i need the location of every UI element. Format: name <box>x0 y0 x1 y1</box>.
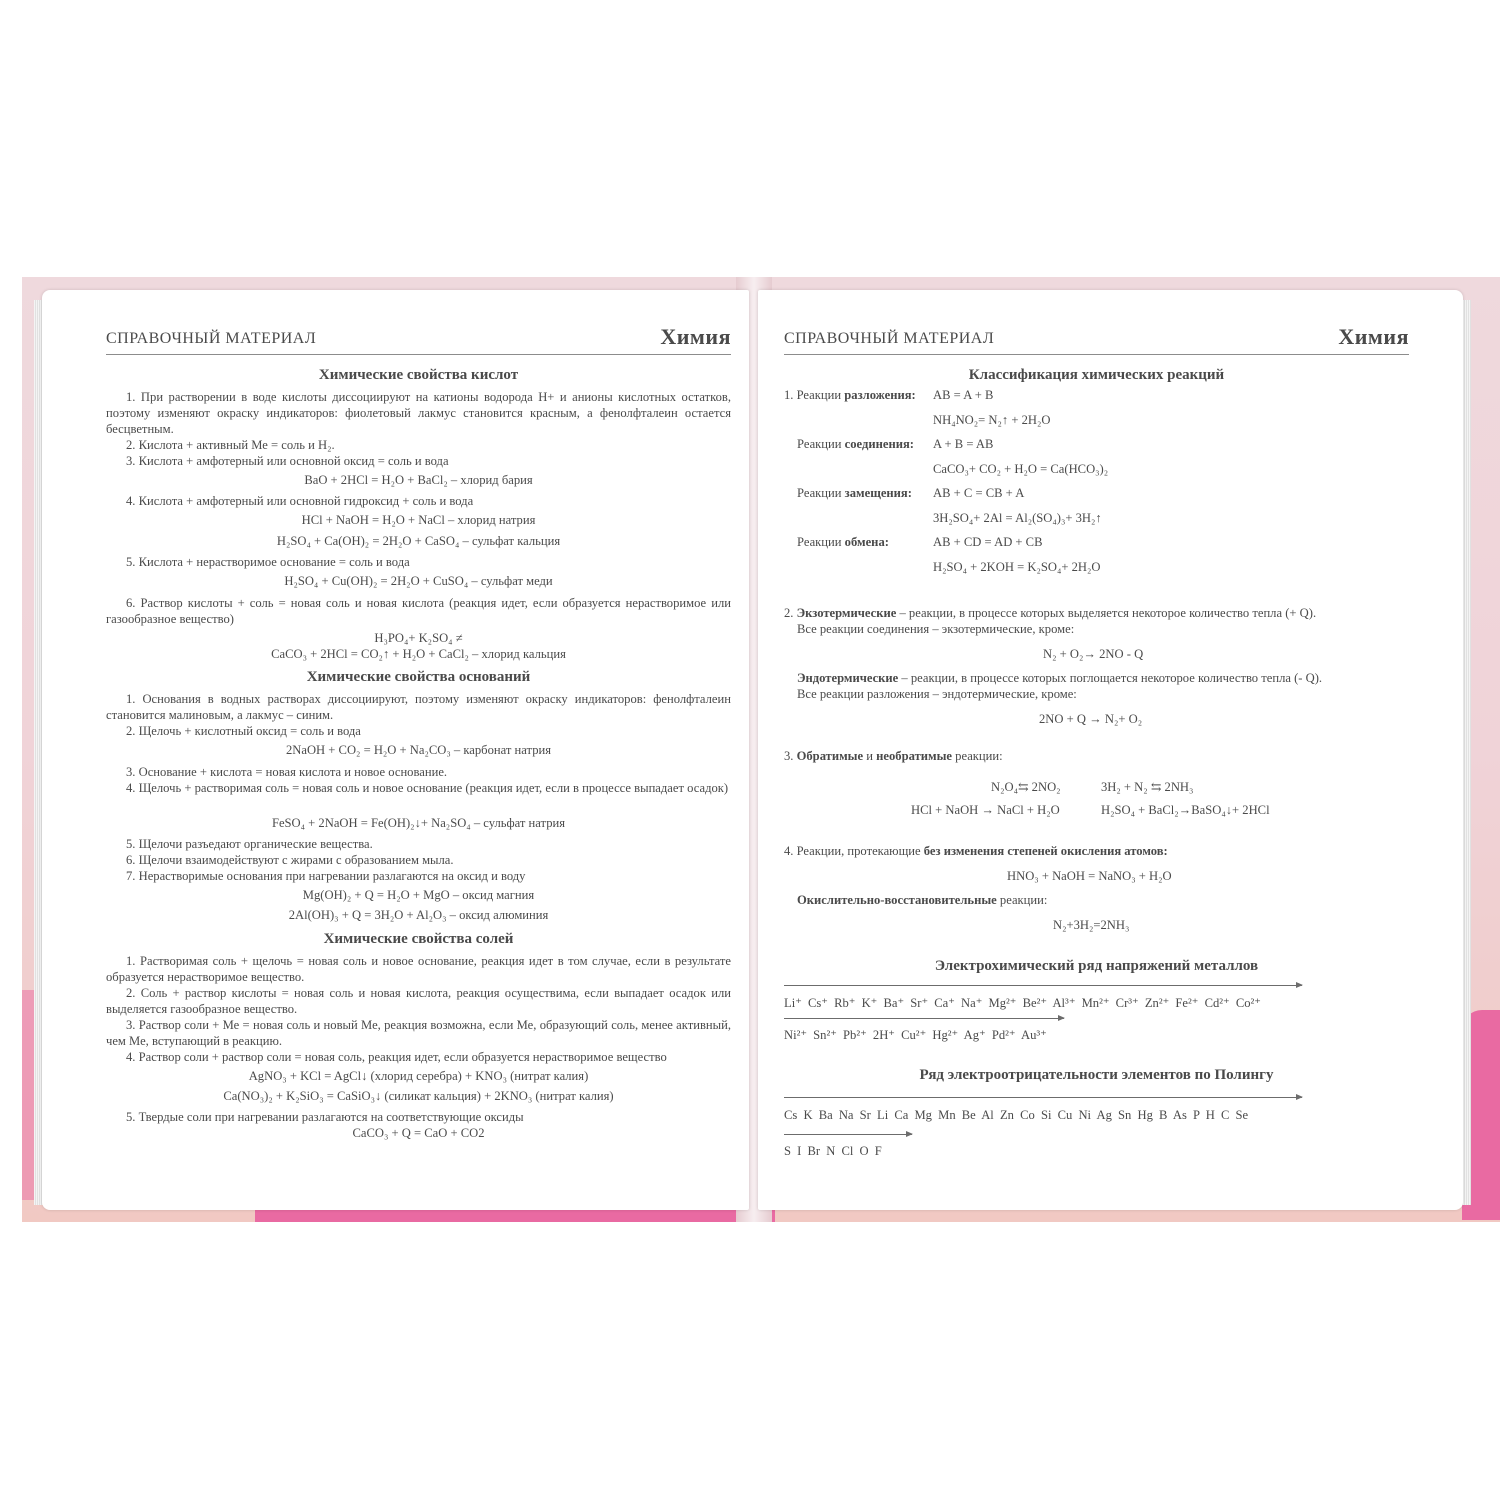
combination-formula: CaCO₃+ CO₂ + H₂O = Ca(HCO₃)₂ <box>933 462 1109 476</box>
acids-p1: 1. При растворении в воде кислоты диссоциируют на катионы водорода H+ и анионы кислотных остатков, поэтому изменяют окраску индикаторов: фиолетовый лакмус становится красным, а фенолфталеин остается бесцветным. <box>106 390 731 436</box>
no-oxidation-formula: HNO₃ + NaOH = NaNO₃ + H₂O <box>1007 869 1172 883</box>
acids-formula-1: BaO + 2HCl = H₂O + BaCl₂ – хлорид бария <box>304 473 533 487</box>
reversible-term: Обратимые <box>796 749 864 763</box>
item-number: 3. <box>784 749 797 763</box>
endothermic-definition: – реакции, в процессе которых поглощается некоторое количество тепла (- Q). <box>898 671 1323 685</box>
bases-p6: 6. Щелочи взаимодействуют с жирами с образованием мыла. <box>126 853 454 867</box>
bases-formula-4: 2Al(OH)₃ + Q = 3H₂O + Al₂O₃ – оксид алюминия <box>288 908 549 922</box>
salts-p5: 5. Твердые соли при нагревании разлагаются на соответствующие оксиды <box>126 1110 524 1124</box>
heading-bold: без изменения степеней окисления атомов: <box>923 844 1168 858</box>
substitution-label <box>797 486 912 501</box>
redox-formula: N₂+3H₂=2NH₃ <box>1053 918 1130 932</box>
acids-p4: 4. Кислота + амфотерный или основной гидроксид + соль и вода <box>126 494 474 508</box>
combination-eq: A + B = AB <box>933 437 994 451</box>
decomposition-label <box>784 388 916 403</box>
acids-p6: 6. Раствор кислоты + соль = новая соль и новая кислота (реакция идет, если образуется нерастворимое или газообразное вещество) <box>106 596 731 626</box>
substitution-eq: AB + C = CB + A <box>933 486 1025 500</box>
acids-title: Химические свойства кислот <box>318 367 519 383</box>
label-bold: разложения: <box>844 388 916 402</box>
reversible-formula-1: N₂O₄⇆ 2NO₂ <box>991 780 1061 794</box>
bases-p7: 7. Нерастворимые основания при нагревании разлагаются на оксид и воду <box>126 869 526 883</box>
reversible-heading <box>784 749 1003 764</box>
substitution-formula: 3H₂SO₄+ 2Al = Al₂(SO₄)₃+ 3H₂↑ <box>933 511 1102 525</box>
redox-heading <box>797 893 1047 908</box>
irreversible-formula-1: HCl + NaOH → NaCl + H₂O <box>911 803 1060 817</box>
salts-formula-3: CaCO₃ + Q = CaO + CO2 <box>352 1126 485 1140</box>
metals-arrow-1 <box>784 985 1302 986</box>
endothermic-note: Все реакции разложения – эндотермические, кроме: <box>797 687 1077 701</box>
label-bold: обмена: <box>844 535 889 549</box>
acids-p5: 5. Кислота + нерастворимое основание = соль и вода <box>126 555 410 569</box>
label-prefix: Реакции <box>797 535 845 549</box>
pauling-row-1: Cs K Ba Na Sr Li Ca Mg Mn Be Al Zn Co Si Cu Ni Ag Sn Hg B As P H C Se <box>784 1108 1249 1122</box>
salts-p1: 1. Растворимая соль + щелочь = новая соль и новое основание, реакция идет в том случае, если в результате образуется нерастворимое вещество. <box>106 954 731 984</box>
salts-p4: 4. Раствор соли + раствор соли = новая соль, реакция идет, если образуется нерастворимое вещество <box>126 1050 667 1064</box>
acids-formula-3: H₂SO₄ + Ca(OH)₂ = 2H₂O + CaSO₄ – сульфат кальция <box>276 534 561 548</box>
exothermic-formula: N₂ + O₂→ 2NO - Q <box>1043 647 1144 661</box>
decomposition-formula: NH₄NO₂= N₂↑ + 2H₂O <box>933 413 1051 427</box>
endothermic-line <box>797 671 1322 686</box>
exothermic-term: Экзотермические <box>796 606 897 620</box>
exothermic-definition: – реакции, в процессе которых выделяется некоторое количество тепла (+ Q). <box>896 606 1317 620</box>
decomposition-eq: AB = A + B <box>933 388 994 402</box>
pauling-series-title: Ряд электроотрицательности элементов по Полингу <box>919 1067 1274 1083</box>
exchange-label <box>797 535 889 550</box>
metals-series-title: Электрохимический ряд напряжений металлов <box>934 958 1259 974</box>
endothermic-formula: 2NO + Q → N₂+ O₂ <box>1039 712 1143 726</box>
heading-prefix: 4. Реакции, протекающие <box>784 844 924 858</box>
label-prefix: Реакции <box>797 437 845 451</box>
metals-row-2: Ni²⁺ Sn²⁺ Pb²⁺ 2H⁺ Cu²⁺ Hg²⁺ Ag⁺ Pd²⁺ Au³⁺ <box>784 1028 1047 1042</box>
salts-formula-2: Ca(NO₃)₂ + K₂SiO₃ = CaSiO₃↓ (силикат кальция) + 2KNO₃ (нитрат калия) <box>223 1089 614 1103</box>
bases-formula-2: FeSO₄ + 2NaOH = Fe(OH)₂↓+ Na₂SO₄ – сульфат натрия <box>271 816 566 830</box>
bases-p3: 3. Основание + кислота = новая кислота и новое основание. <box>126 765 448 779</box>
heading-suffix: реакции: <box>996 893 1048 907</box>
conjunction: и <box>863 749 877 763</box>
reversible-formula-2: 3H₂ + N₂ ⇆ 2NH₃ <box>1101 780 1194 794</box>
bases-p5: 5. Щелочи разъедают органические вещества. <box>126 837 373 851</box>
salts-p2: 2. Соль + раствор кислоты = новая соль и новая кислота, реакция осуществима, если выпадает осадок или выделяется газообразное вещество. <box>106 986 731 1016</box>
bases-p2: 2. Щелочь + кислотный оксид = соль и вода <box>126 724 361 738</box>
header-subject: Химия <box>660 324 731 349</box>
acids-formula-6: CaCO₃ + 2HCl = CO₂↑ + H₂O + CaCl₂ – хлорид кальция <box>271 647 566 661</box>
label-bold: соединения: <box>844 437 914 451</box>
endothermic-term: Эндотермические <box>797 671 899 685</box>
no-oxidation-heading <box>784 844 1168 859</box>
bases-title: Химические свойства оснований <box>306 669 531 685</box>
exchange-eq: AB + CD = AD + CB <box>933 535 1043 549</box>
bases-p1: 1. Основания в водных растворах диссоциируют, поэтому изменяют окраску индикаторов: фенолфталеин становится малиновым, а лакмус – синим. <box>106 692 731 722</box>
label-prefix: Реакции <box>797 486 845 500</box>
exothermic-line <box>784 606 1316 621</box>
header-section-label: СПРАВОЧНЫЙ МАТЕРИАЛ <box>784 330 995 347</box>
metals-arrow-2 <box>784 1018 1064 1019</box>
pauling-row-2: S I Br N Cl O F <box>784 1144 882 1158</box>
redox-term: Окислительно-восстановительные <box>797 893 997 907</box>
left-page-header <box>106 322 731 355</box>
bases-formula-3: Mg(OH)₂ + Q = H₂O + MgO – оксид магния <box>302 888 535 902</box>
combination-label <box>797 437 914 452</box>
exchange-formula: H₂SO₄ + 2KOH = K₂SO₄+ 2H₂O <box>933 560 1101 574</box>
exothermic-note: Все реакции соединения – экзотермические, кроме: <box>797 622 1075 636</box>
acids-formula-5: H₃PO₄+ K₂SO₄ ≠ <box>374 631 463 645</box>
acids-formula-4: H₂SO₄ + Cu(OH)₂ = 2H₂O + CuSO₄ – сульфат меди <box>284 574 553 588</box>
bases-formula-1: 2NaOH + CO₂ = H₂O + Na₂CO₃ – карбонат натрия <box>285 743 552 757</box>
metals-row-1: Li⁺ Cs⁺ Rb⁺ K⁺ Ba⁺ Sr⁺ Ca⁺ Na⁺ Mg²⁺ Be²⁺ Al³⁺ Mn²⁺ Cr³⁺ Zn²⁺ Fe²⁺ Cd²⁺ Co²⁺ <box>784 996 1261 1010</box>
label-prefix: 1. Реакции <box>784 388 845 402</box>
salts-title: Химические свойства солей <box>323 931 514 947</box>
acids-p3: 3. Кислота + амфотерный или основной оксид = соль и вода <box>126 454 449 468</box>
header-subject: Химия <box>1338 324 1409 349</box>
acids-p2: 2. Кислота + активный Ме = соль и H₂. <box>126 438 335 452</box>
classification-title: Классификация химических реакций <box>968 367 1225 383</box>
pauling-arrow-2 <box>784 1134 912 1135</box>
irreversible-term: необратимые <box>876 749 953 763</box>
heading-suffix: реакции: <box>952 749 1003 763</box>
label-bold: замещения: <box>844 486 912 500</box>
bases-p4: 4. Щелочь + растворимая соль = новая соль и новое основание (реакция идет, если в процессе выпадает осадок) <box>126 781 729 795</box>
header-section-label: СПРАВОЧНЫЙ МАТЕРИАЛ <box>106 330 317 347</box>
salts-p3: 3. Раствор соли + Ме = новая соль и новый Ме, реакция возможна, если Ме, образующий соль, менее активный, чем Ме, вступающий в реакцию. <box>106 1018 731 1048</box>
pauling-arrow-1 <box>784 1097 1302 1098</box>
salts-formula-1: AgNO₃ + KCl = AgCl↓ (хлорид серебра) + KNO₃ (нитрат калия) <box>248 1069 589 1083</box>
acids-formula-2: HCl + NaOH = H₂O + NaCl – хлорид натрия <box>301 513 536 527</box>
right-page-header <box>784 322 1409 355</box>
irreversible-formula-2: H₂SO₄ + BaCl₂→BaSO₄↓+ 2HCl <box>1101 803 1270 817</box>
item-number: 2. <box>784 606 797 620</box>
